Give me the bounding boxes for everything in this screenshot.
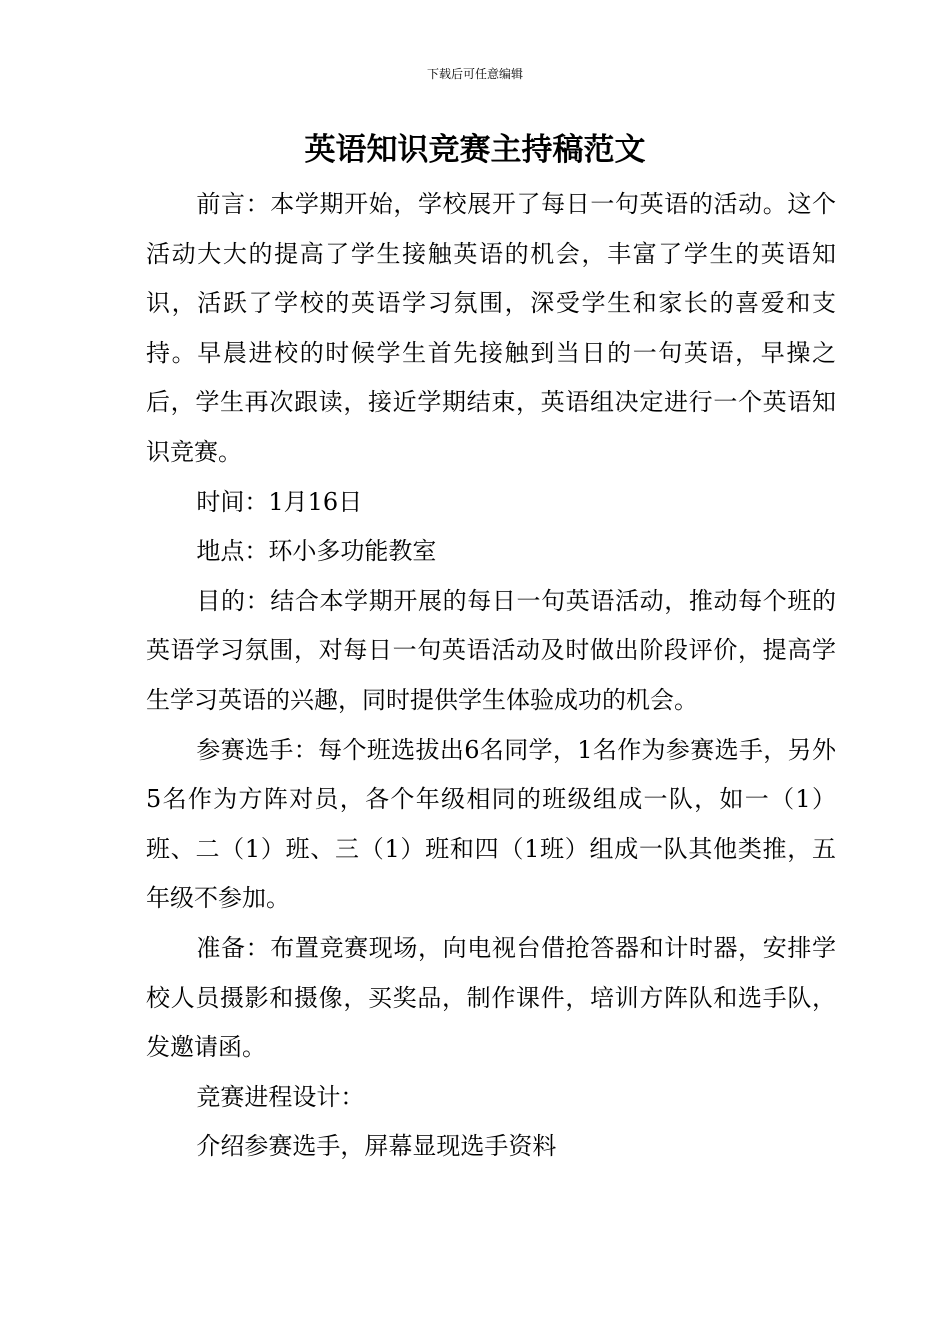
paragraph-preparation: 准备：布置竞赛现场，向电视台借抢答器和计时器，安排学校人员摄影和摄像，买奖品，制作课件，培训方阵队和选手队，发邀请函。 [146,933,836,1062]
paragraph-location: 地点：环小多功能教室 [196,537,437,566]
header-note: 下载后可任意编辑 [426,67,523,81]
paragraph-process-heading: 竞赛进程设计： [196,1082,365,1111]
paragraph-preface: 前言：本学期开始，学校展开了每日一句英语的活动。这个活动大大的提高了学生接触英语的机会，丰富了学生的英语知识，活跃了学校的英语学习氛围，深受学生和家长的喜爱和支持。早晨进校的时候学生首先接触到当日的一句英语，早操之后，学生再次跟读，接近学期结束，英语组决定进行一个英语知识竞赛。 [146,190,836,466]
paragraph-introduce-contestants: 介绍参赛选手，屏幕显现选手资料 [196,1132,557,1161]
document-body [146,180,836,1172]
paragraph-purpose: 目的：结合本学期开展的每日一句英语活动，推动每个班的英语学习氛围，对每日一句英语活动及时做出阶段评价，提高学生学习英语的兴趣，同时提供学生体验成功的机会。 [146,586,836,714]
document-title: 英语知识竞赛主持稿范文 [304,132,646,168]
paragraph-time: 时间：1月16日 [196,487,363,516]
paragraph-contestants: 参赛选手：每个班选拔出6名同学，1名作为参赛选手，另外5名作为方阵对员，各个年级相同的班级组成一队，如一（1）班、二（1）班、三（1）班和四（1班）组成一队其他类推，五年级不参加。 [146,735,836,913]
